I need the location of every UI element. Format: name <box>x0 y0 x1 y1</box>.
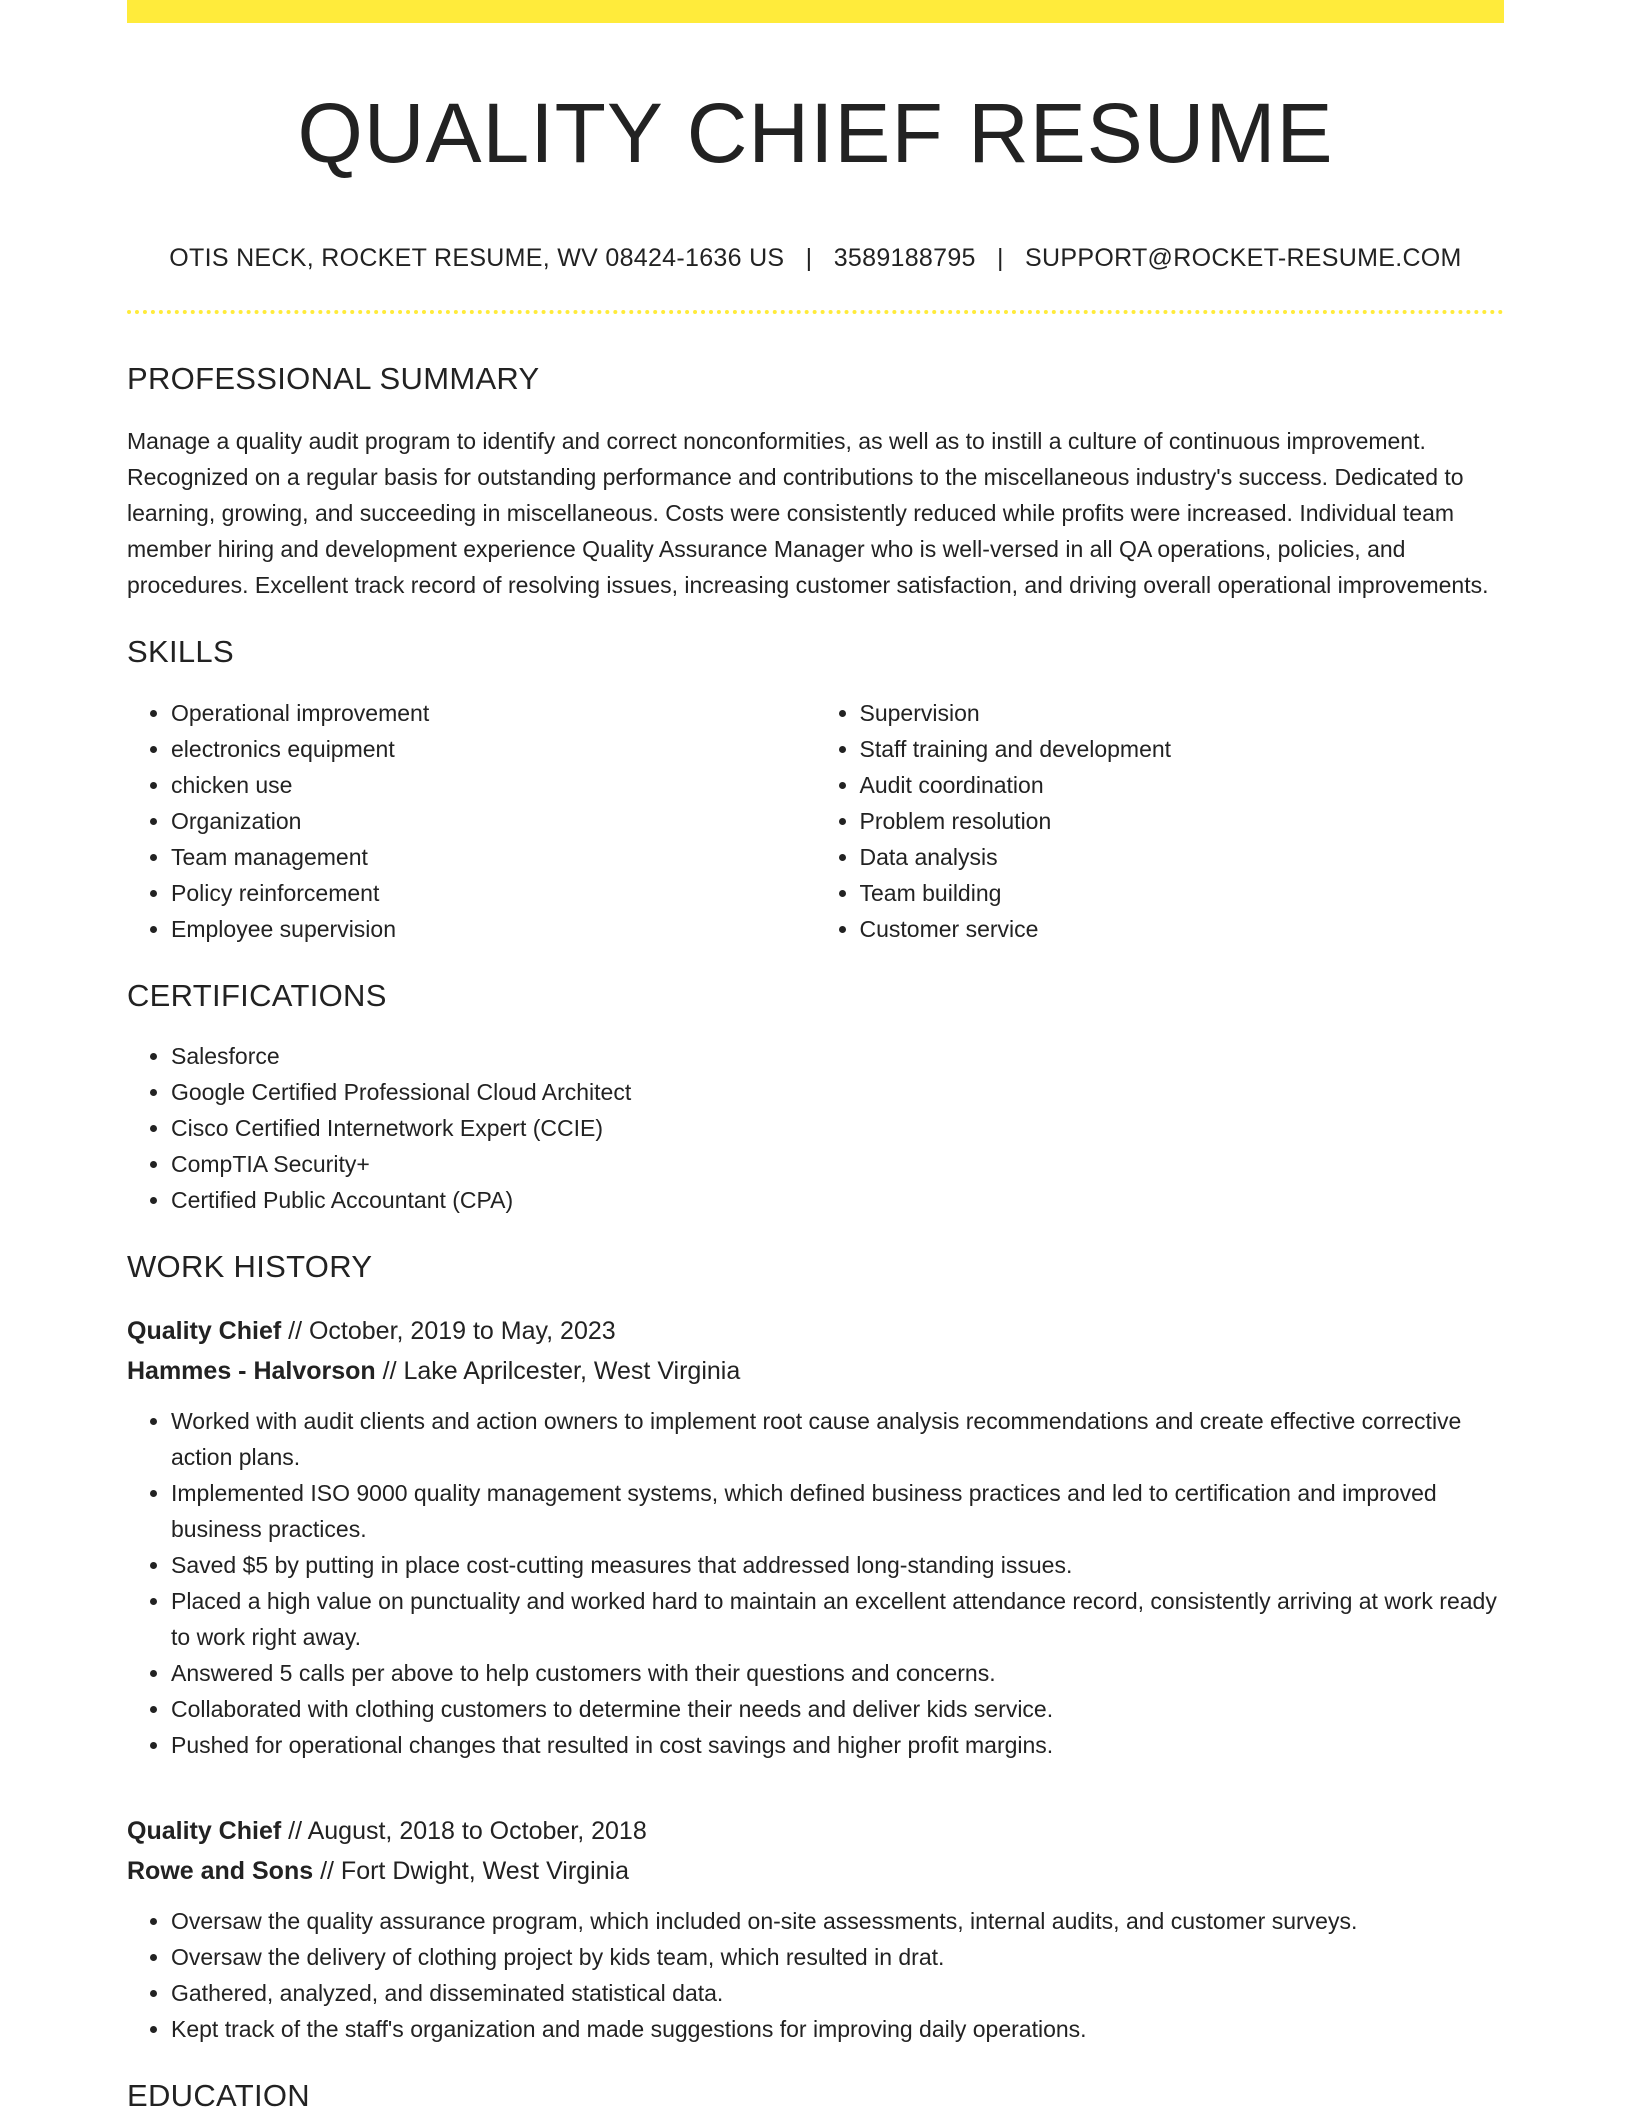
job-bullet: • Implemented ISO 9000 quality management systems, which defined business practices and led to certification and improved business practices. <box>171 1475 1504 1547</box>
skill-item: • Team management <box>171 839 816 875</box>
skill-item: • Team building <box>860 875 1505 911</box>
resume-title: QUALITY CHIEF RESUME <box>297 86 1334 180</box>
summary-section <box>127 360 1504 603</box>
job-bullet: • Worked with audit clients and action owners to implement root cause analysis recommendations and create effective corrective action plans. <box>171 1403 1504 1475</box>
certification-item: • Google Certified Professional Cloud Architect <box>171 1074 1504 1110</box>
job-bullet: • Placed a high value on punctuality and worked hard to maintain an excellent attendance record, consistently arriving at work ready to work right away. <box>171 1583 1504 1655</box>
skill-item: • Policy reinforcement <box>171 875 816 911</box>
job-bullet: • Kept track of the staff's organization and made suggestions for improving daily operations. <box>171 2011 1504 2047</box>
skill-item: • Supervision <box>860 695 1505 731</box>
job-entry <box>127 1811 1504 2047</box>
contact-line <box>127 242 1504 275</box>
job-bullets <box>127 1403 1504 1763</box>
work-history-section <box>127 1248 1504 2047</box>
skill-item: • Staff training and development <box>860 731 1505 767</box>
job-dates: // August, 2018 to October, 2018 <box>288 1817 647 1846</box>
contact-separator: | <box>997 243 1004 272</box>
accent-top-bar <box>127 0 1504 23</box>
dotted-divider <box>127 310 1504 314</box>
job-bullet: • Oversaw the quality assurance program, which included on-site assessments, internal audits, and customer surveys. <box>171 1903 1504 1939</box>
job-title-line <box>127 1811 1504 1851</box>
education-section <box>127 2077 1504 2114</box>
job-location: // Fort Dwight, West Virginia <box>320 1857 629 1886</box>
skill-item: • Customer service <box>860 911 1505 947</box>
skill-item: • electronics equipment <box>171 731 816 767</box>
contact-phone: 3589188795 <box>833 243 976 272</box>
job-dates: // October, 2019 to May, 2023 <box>288 1317 616 1346</box>
skill-item: • Audit coordination <box>860 767 1505 803</box>
certification-item: • Certified Public Accountant (CPA) <box>171 1182 1504 1218</box>
skill-item: • Employee supervision <box>171 911 816 947</box>
job-company-line <box>127 1851 1504 1891</box>
skills-list-left <box>127 695 816 947</box>
skills-heading: SKILLS <box>127 634 234 670</box>
certifications-section <box>127 977 1504 1218</box>
skills-section <box>127 633 1504 946</box>
job-title: Quality Chief <box>127 1317 282 1346</box>
summary-text: Manage a quality audit program to identify and correct nonconformities, as well as to instill a culture of continuous improvement. Recognized on a regular basis for outstanding performance and contributions to the miscellaneous industry's success. Dedicated to learning, growing, and succeeding in miscellaneous. Costs were consistently reduced while profits were increased. Individual team member hiring and development experience Quality Assurance Manager who is well-versed in all QA operations, policies, and procedures. Excellent track record of resolving issues, increasing customer satisfaction, and driving overall operational improvements. <box>127 428 1489 599</box>
skill-item: • Operational improvement <box>171 695 816 731</box>
skill-item: • Organization <box>171 803 816 839</box>
job-company-line <box>127 1351 1504 1391</box>
summary-heading: PROFESSIONAL SUMMARY <box>127 361 540 397</box>
job-bullets <box>127 1903 1504 2047</box>
skills-columns <box>127 695 1504 947</box>
skills-list-right <box>816 695 1505 947</box>
work-history-heading: WORK HISTORY <box>127 1248 373 1284</box>
job-location: // Lake Aprilcester, West Virginia <box>382 1357 741 1386</box>
education-heading: EDUCATION <box>127 2078 310 2114</box>
certification-item: • Salesforce <box>171 1038 1504 1074</box>
job-company: Hammes - Halvorson <box>127 1357 376 1386</box>
contact-address: OTIS NECK, ROCKET RESUME, WV 08424-1636 US <box>169 243 785 272</box>
job-title-line <box>127 1311 1504 1351</box>
contact-email: SUPPORT@ROCKET-RESUME.COM <box>1025 243 1462 272</box>
job-bullet: • Oversaw the delivery of clothing project by kids team, which resulted in drat. <box>171 1939 1504 1975</box>
job-bullet: • Collaborated with clothing customers to determine their needs and deliver kids service. <box>171 1691 1504 1727</box>
job-bullet: • Pushed for operational changes that resulted in cost savings and higher profit margins. <box>171 1727 1504 1763</box>
job-bullet: • Saved $5 by putting in place cost-cutting measures that addressed long-standing issues. <box>171 1547 1504 1583</box>
job-title: Quality Chief <box>127 1817 282 1846</box>
job-bullet: • Answered 5 calls per above to help customers with their questions and concerns. <box>171 1655 1504 1691</box>
skill-item: • Data analysis <box>860 839 1505 875</box>
certifications-heading: CERTIFICATIONS <box>127 977 387 1013</box>
resume-page <box>127 0 1504 2114</box>
job-entry <box>127 1311 1504 1763</box>
job-company: Rowe and Sons <box>127 1857 314 1886</box>
skill-item: • Problem resolution <box>860 803 1505 839</box>
skill-item: • chicken use <box>171 767 816 803</box>
certification-item: • Cisco Certified Internetwork Expert (CCIE) <box>171 1110 1504 1146</box>
job-bullet: • Gathered, analyzed, and disseminated statistical data. <box>171 1975 1504 2011</box>
certifications-list <box>127 1038 1504 1218</box>
certification-item: • CompTIA Security+ <box>171 1146 1504 1182</box>
contact-separator: | <box>805 243 813 272</box>
